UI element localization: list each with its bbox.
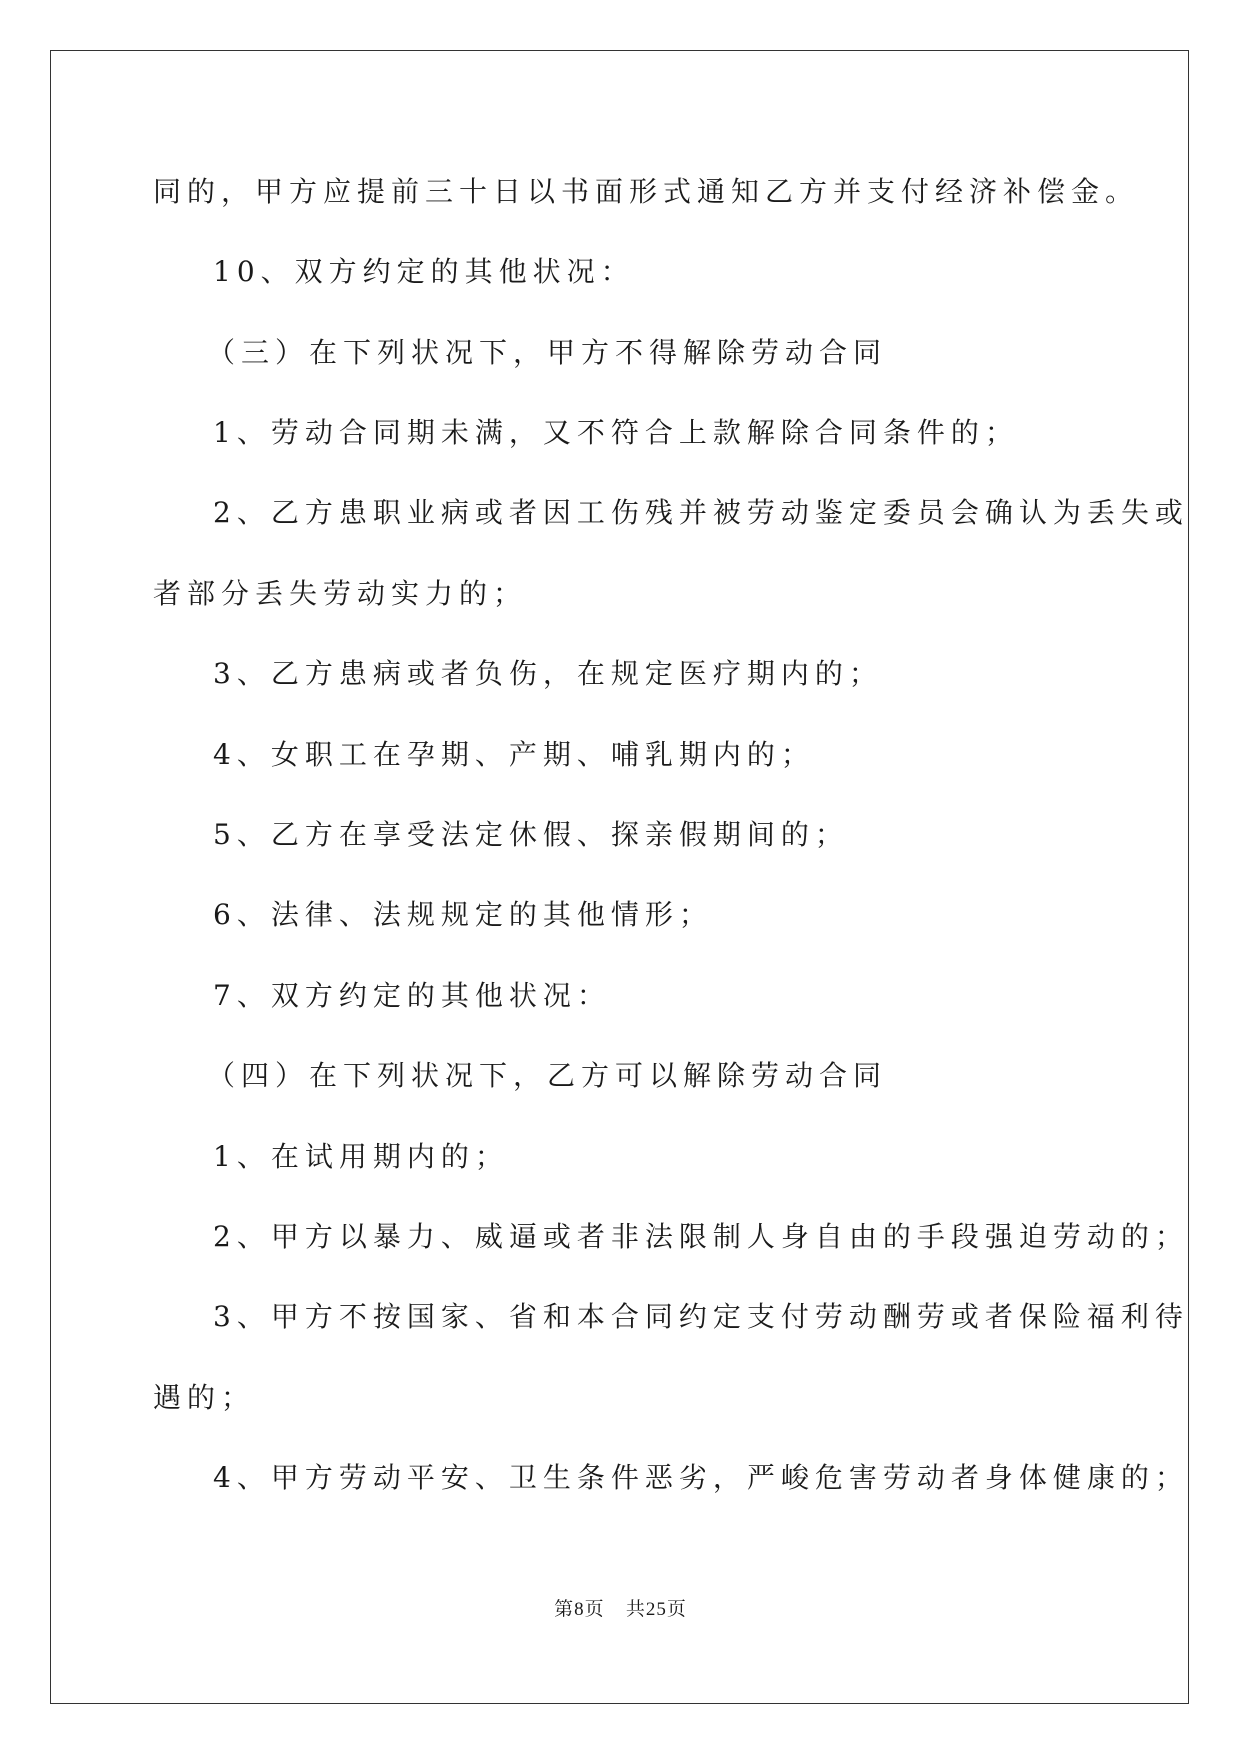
- footer-prefix: 第: [554, 1598, 575, 1620]
- text-line-9: 5、乙方在享受法定休假、探亲假期间的；: [213, 818, 849, 851]
- footer-current-page: 8: [574, 1599, 585, 1620]
- text-line-11: 7、双方约定的其他状况：: [213, 979, 611, 1012]
- footer-total-prefix: 共: [625, 1598, 646, 1620]
- page-frame: [50, 50, 1189, 1704]
- footer-total-unit: 页: [666, 1598, 687, 1620]
- text-line-16: 遇的；: [153, 1381, 256, 1414]
- text-line-7: 3、乙方患病或者负伤，在规定医疗期内的；: [213, 657, 883, 690]
- text-line-5: 2、乙方患职业病或者因工伤残并被劳动鉴定委员会确认为丢失或: [213, 496, 1189, 529]
- text-line-14: 2、甲方以暴力、威逼或者非法限制人身自由的手段强迫劳动的；: [213, 1220, 1189, 1253]
- text-line-4: 1、劳动合同期未满，又不符合上款解除合同条件的；: [213, 416, 1019, 449]
- footer-total-pages: 25: [645, 1599, 667, 1620]
- text-line-15: 3、甲方不按国家、省和本合同约定支付劳动酬劳或者保险福利待: [213, 1300, 1189, 1333]
- text-line-13: 1、在试用期内的；: [213, 1140, 509, 1173]
- text-line-17: 4、甲方劳动平安、卫生条件恶劣，严峻危害劳动者身体健康的；: [213, 1461, 1189, 1494]
- text-line-6: 者部分丢失劳动实力的；: [153, 577, 528, 610]
- text-line-2: 10、双方约定的其他状况：: [213, 255, 635, 288]
- text-line-8: 4、女职工在孕期、产期、哺乳期内的；: [213, 738, 815, 771]
- text-line-10: 6、法律、法规规定的其他情形；: [213, 898, 713, 931]
- text-line-1: 同的，甲方应提前三十日以书面形式通知乙方并支付经济补偿金。: [153, 175, 1140, 208]
- page-footer: [0, 1596, 1241, 1623]
- text-line-12: （四）在下列状况下，乙方可以解除劳动合同: [207, 1059, 888, 1092]
- footer-page-unit: 页: [584, 1598, 605, 1620]
- text-line-3: （三）在下列状况下，甲方不得解除劳动合同: [207, 336, 888, 369]
